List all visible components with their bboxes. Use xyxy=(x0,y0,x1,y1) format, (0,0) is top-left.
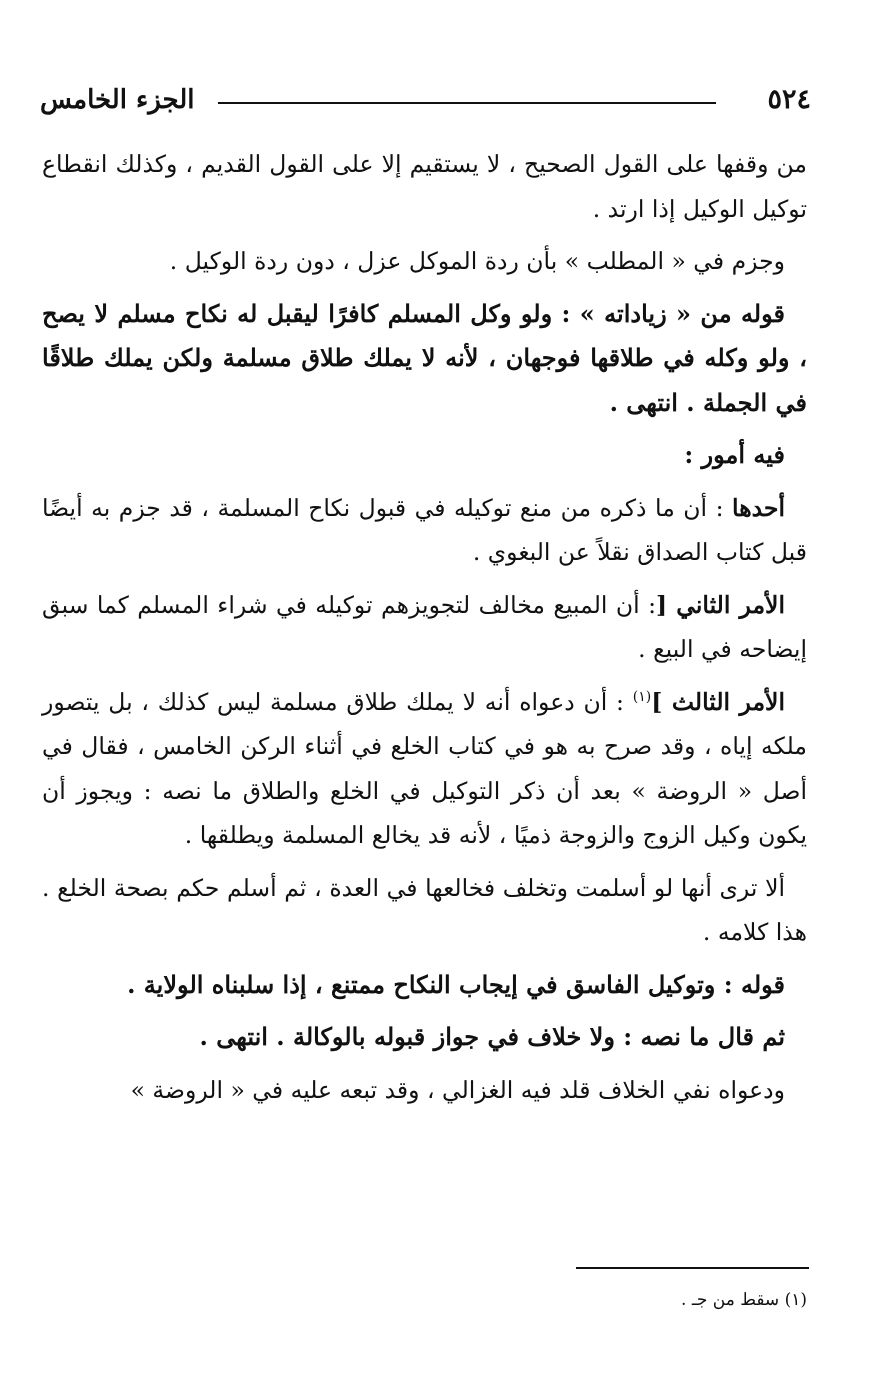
paragraph-7-lead: الأمر الثالث ] xyxy=(651,687,785,716)
paragraph-5-lead: أحدها xyxy=(732,493,785,522)
footnote-rule xyxy=(576,1267,809,1269)
paragraph-6-text: : أن المبيع مخالف لتجويزهم توكيله في شراء المسلم كما سبق إيضاحه في البيع . xyxy=(42,590,807,663)
paragraph-7 xyxy=(42,680,807,858)
header-rule xyxy=(218,102,716,104)
paragraph-8: ألا ترى أنها لو أسلمت وتخلف فخالعها في العدة ، ثم أسلم حكم بصحة الخلع . هذا كلامه . xyxy=(42,873,807,946)
footnote: (١) سقط من جـ . xyxy=(681,1290,807,1310)
paragraph-10-quote: ثم قال ما نصه : ولا خلاف في جواز قبوله بالوكالة . انتهى . xyxy=(199,1022,785,1051)
paragraph-11: ودعواه نفي الخلاف قلد فيه الغزالي ، وقد تبعه عليه في « الروضة » xyxy=(130,1075,785,1104)
paragraph-4-heading: فيه أمور : xyxy=(684,440,785,469)
page-body xyxy=(42,142,807,1120)
paragraph-6 xyxy=(42,583,807,672)
paragraph-5-text: : أن ما ذكره من منع توكيله في قبول نكاح المسلمة ، قد جزم به أيضًا قبل كتاب الصداق نقلاً عن البغوي . xyxy=(42,493,807,566)
paragraph-2: وجزم في « المطلب » بأن ردة الموكل عزل ، دون ردة الوكيل . xyxy=(169,247,785,275)
paragraph-3-quote: قوله من « زياداته » : ولو وكل المسلم كافرًا ليقبل له نكاح مسلم لا يصح ، ولو وكله في طلاقها فوجهان ، لأنه لا يملك طلاق مسلمة ولكن يملك طلاقًا في الجملة . انتهى . xyxy=(42,298,807,417)
footnote-reference[interactable]: (١) xyxy=(632,688,652,705)
paragraph-6-lead: الأمر الثاني [ xyxy=(656,590,785,619)
paragraph-1: من وقفها على القول الصحيح ، لا يستقيم إلا على القول القديم ، وكذلك انقطاع توكيل الوكيل إذا ارتد . xyxy=(42,150,807,223)
paragraph-9-quote: قوله : وتوكيل الفاسق في إيجاب النكاح ممتنع ، إذا سلبناه الولاية . xyxy=(127,969,785,999)
page-number: ٥٢٤ xyxy=(767,84,811,115)
paragraph-5 xyxy=(42,486,807,575)
paragraph-7-text: : أن دعواه أنه لا يملك طلاق مسلمة ليس كذلك ، بل يتصور ملكه إياه ، وقد صرح به هو في كتاب الخلع في أثناء الركن الخامس ، فقال في أصل « الروضة » بعد أن ذكر التوكيل في الخلع والطلاق ما نصه : ويجوز أن يكون وكيل الزوج والزوجة ذميًا ، لأنه قد يخالع المسلمة ويطلقها . xyxy=(42,687,807,849)
part-title: الجزء الخامس xyxy=(40,85,195,115)
page-header xyxy=(40,78,811,122)
